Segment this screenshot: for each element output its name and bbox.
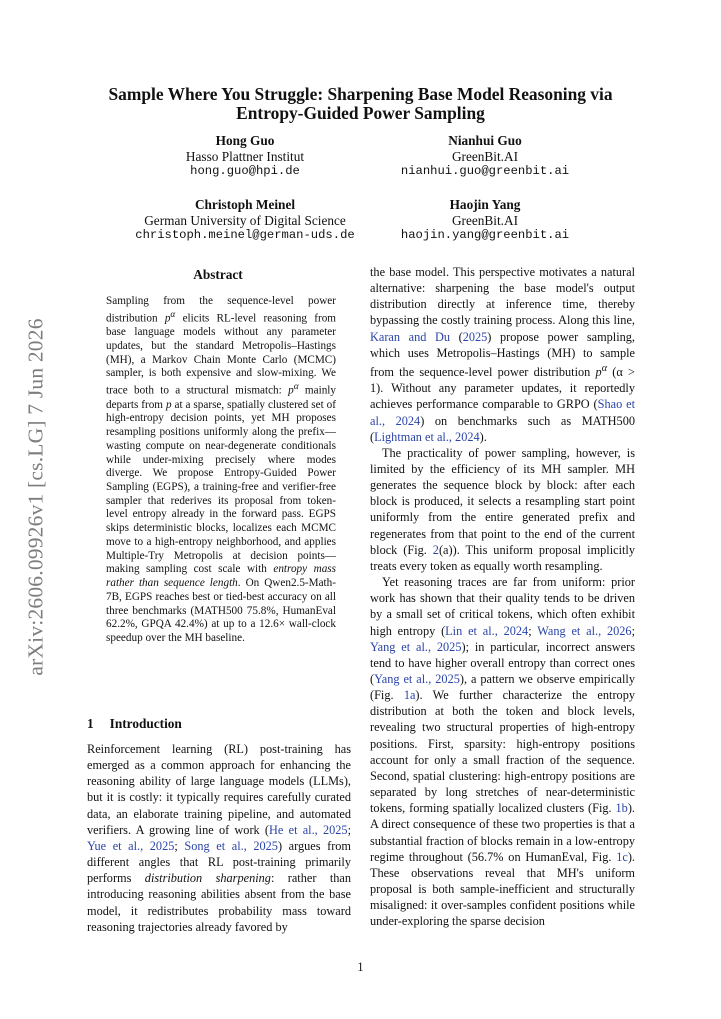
figure-link[interactable]: 1c: [616, 849, 628, 864]
citation-link[interactable]: Karan and Du: [370, 329, 451, 344]
figure-link[interactable]: 1a: [403, 688, 416, 703]
paragraph: Yet reasoning traces are far from uniform: prior work has shown that their quality tends to be driven by a small set of critical tokens, which often exhibit high entropy (Lin et al., 2024; Wang et al., 2026; Yang et al., 2025); in particular, incorrect answers tend to have higher overall entropy than correct ones (Yang et al., 2025), a pattern we observe empirically (Fig. 1a). We further characterize the entropy distribution at both the token and block levels, revealing two structural properties of high-entropy positions. First, sparsity: high-entropy positions account for only a small fraction of the sequence. Second, spatial clustering: high-entropy positions are separated by long stretches of near-deterministic tokens, forming spatially localized clusters (Fig. 1b). A direct consequence of these two properties is that a substantial fraction of blocks remain in a low-entropy regime throughout (56.7% on HumanEval, Fig. 1c). These observations reveal that MH's uniform proposal is both sample-inefficient and structurally misaligned: it over-samples confident positions while under-exploring the sparse decision: [370, 575, 636, 929]
author-name: Nianhui Guo: [448, 133, 522, 148]
author-block-2: [380, 133, 590, 180]
paragraph: the base model. This perspective motivates a natural alternative: sharpening the base model's output distribution directly at inference time, thereby bypassing the costly training process. Along this line, Karan and Du (2025) propose power sampling, which uses Metropolis–Hastings (MH) to sample from the sequence-level power distribution $p^\alpha$ (α > 1). Without any parameter updates, it reportedly achieves performance comparable to GRPO (Shao et al., 2024) on benchmarks such as MATH500 (Lightman et al., 2024).: [370, 265, 635, 444]
citation-link[interactable]: Shao et al., 2024: [370, 397, 635, 428]
citation-link[interactable]: Song et al., 2025: [184, 838, 278, 853]
author-email: hong.guo@hpi.de: [190, 164, 300, 179]
paragraph: The practicality of power sampling, however, is limited by the efficiency of its MH sampler. MH generates the sequence block by block: after each block is produced, it selects a resampling start point uniformly from the entire generated prefix and regenerates from that point to the end of the current block (Fig. 2(a)). This uniform proposal implicitly treats every token as equally worth resampling.: [370, 445, 635, 573]
citation-link[interactable]: Lightman et al., 2024: [374, 429, 480, 444]
author-affiliation: GreenBit.AI: [451, 212, 519, 228]
author-affiliation: German University of Digital Science: [144, 212, 346, 228]
citation-link[interactable]: Lin et al., 2024: [445, 623, 529, 638]
intro-left-column: Reinforcement learning (RL) post-training has emerged as a common approach for enhancing the reasoning ability of large language models (LLMs), but it is costly: it typically requires carefully curated data, an elaborate training pipeline, and automated verifiers. A growing line of work (He et al., 2025; Yue et al., 2025; Song et al., 2025) argues from different angles that RL post-training primarily performs distribution sharpening: rather than introducing reasoning abilities absent from the base model, it redistributes probability mass toward reasoning trajectories already favored by: [87, 742, 351, 934]
author-email: christoph.meinel@german-uds.de: [135, 228, 355, 243]
author-email: haojin.yang@greenbit.ai: [400, 228, 570, 243]
author-affiliation: GreenBit.AI: [451, 148, 519, 164]
author-affiliation: Hasso Plattner Institut: [185, 148, 305, 164]
arxiv-identifier: arXiv:2606.09926v1 [cs.LG] 7 Jun 2026: [23, 318, 48, 676]
author-email: nianhui.guo@greenbit.ai: [400, 164, 570, 179]
figure-link[interactable]: 1b: [615, 801, 628, 816]
citation-link[interactable]: Yang et al., 2025: [370, 639, 462, 654]
author-name: Haojin Yang: [449, 197, 521, 212]
intro-right-column: [370, 264, 635, 930]
citation-link[interactable]: 2025: [462, 329, 488, 344]
author-name: Hong Guo: [215, 133, 275, 148]
citation-link[interactable]: Wang et al., 2026: [537, 623, 632, 638]
section-heading: 1 Introduction: [87, 716, 182, 731]
page-number: 1: [357, 960, 364, 974]
abstract-heading: Abstract: [193, 267, 243, 282]
citation-link[interactable]: Yang et al., 2025: [374, 672, 460, 686]
paper-title: Sample Where You Struggle: Sharpening Base Model Reasoning via Entropy-Guided Power Sampling: [108, 84, 613, 123]
author-name: Christoph Meinel: [194, 197, 296, 212]
author-block-4: [380, 197, 590, 244]
citation-link[interactable]: Yue et al., 2025: [87, 838, 175, 853]
arxiv-sidebar-stamp: [21, 305, 51, 689]
figure-link[interactable]: 2: [432, 542, 439, 557]
citation-link[interactable]: He et al., 2025: [269, 822, 348, 837]
abstract-body: Sampling from the sequence-level power distribution $p^\alpha$ elicits RL-level reasoning from base language models without any parameter updates, but the standard Metropolis–Hastings (MH), a Markov Chain Monte Carlo (MCMC) sampler, is both expensive and slow-mixing. We trace both to a structural mismatch: $p^\alpha$ mainly departs from p at a sparse, spatially clustered set of high-entropy decision points, yet MH proposes resampling positions uniformly along the prefix—wasting compute on near-degenerate conditionals while under-mixing precisely where modes diverge. We propose Entropy-Guided Power Sampling (EGPS), a training-free and verifier-free sampler that rederives its proposal from token-level entropy already in the forward pass. EGPS skips deterministic blocks, localizes each MCMC move to a high-entropy neighborhood, and applies Multiple-Try Metropolis at decision points—making sampling cost scale with entropy mass rather than sequence length. On Qwen2.5-Math-7B, EGPS reaches best or tied-best accuracy on all three benchmarks (MATH500 75.8%, HumanEval 62.2%, GPQA 42.4%) at up to a 12.6× wall-clock speedup over the MH baseline.: [106, 295, 336, 645]
author-block-1: [145, 133, 345, 180]
author-block-3: [115, 197, 375, 244]
